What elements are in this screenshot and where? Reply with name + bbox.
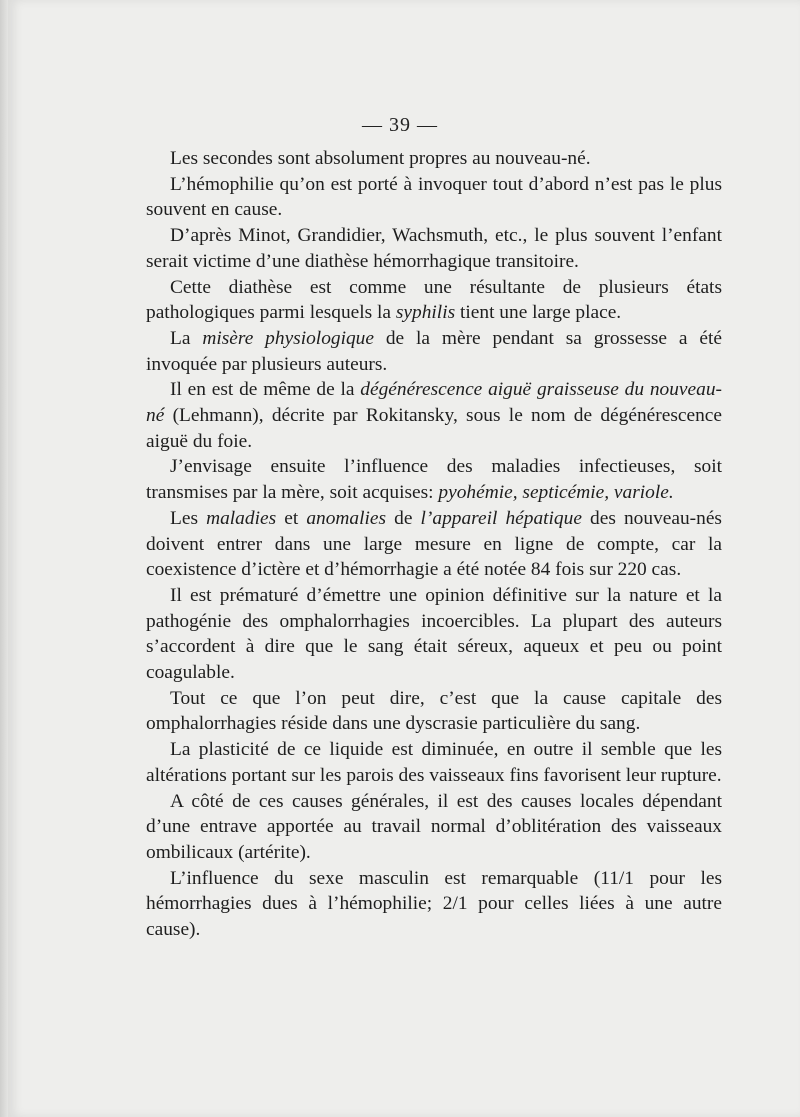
paragraph	[146, 789, 722, 866]
paragraph	[146, 223, 722, 274]
text-run: Les secondes sont absolument propres au nouveau-né.	[170, 148, 591, 169]
text-run: Tout ce que l’on peut dire, c’est que la cause capitale des omphalorrhagies réside dans une dyscrasie particulière du sang.	[146, 687, 722, 735]
paragraph	[146, 686, 722, 737]
text-run: Il en est de même de la	[170, 379, 361, 401]
text-run: de la mère pendant sa grossesse a été invoquée par plusieurs auteurs.	[146, 327, 722, 375]
italic-phrase: anomalies	[306, 507, 387, 529]
text-run: Cette diathèse est comme une résultante de plusieurs états pathologiques parmi lesquels la	[146, 276, 722, 324]
paragraph	[146, 275, 722, 326]
italic-phrase: syphilis	[395, 302, 456, 324]
text-run: L’influence du sexe masculin est remarquable (11/1 pour les hémorrhagies dues à l’hémophilie; 2/1 pour celles liées à une autre cause).	[146, 867, 722, 941]
paragraph	[146, 146, 722, 172]
text-run: de	[386, 507, 421, 529]
paragraph	[146, 326, 722, 377]
paragraph	[146, 377, 722, 454]
italic-phrase: misère physiologique	[202, 327, 374, 349]
page-number: — 39 —	[362, 114, 438, 136]
text-run: L’hémophilie qu’on est porté à invoquer tout d’abord n’est pas le plus souvent en cause.	[146, 173, 722, 221]
text-run: Il est prématuré d’émettre une opinion définitive sur la nature et la pathogénie des omphalorrhagies incoercibles. La plupart des auteurs s’accordent à dire que le sang était séreux, aqueux et peu ou point coagulable.	[146, 584, 722, 684]
paragraph	[146, 454, 722, 505]
text-run: Les	[170, 507, 207, 529]
paragraph	[146, 866, 722, 943]
paragraph	[146, 737, 722, 788]
text-run: A côté de ces causes générales, il est des causes locales dépendant d’une entrave apportée au travail normal d’oblitération des vaisseaux ombilicaux (artérite).	[146, 790, 722, 863]
italic-phrase: l’appareil hépatique	[420, 507, 582, 529]
text-run: D’après Minot, Grandidier, Wachsmuth, etc., le plus souvent l’enfant serait victime d’une diathèse hémorrhagique transitoire.	[146, 225, 722, 272]
text-run: La	[170, 327, 203, 349]
italic-phrase: dégénérescence aiguë graisseuse du nouveau-né	[146, 379, 722, 427]
paragraph	[146, 172, 722, 223]
paragraph	[146, 583, 722, 686]
text-run: La plasticité de ce liquide est diminuée, en outre il semble que les altérations portant sur les parois des vaisseaux fins favorisent leur rupture.	[146, 739, 722, 786]
italic-phrase: maladies	[206, 507, 277, 529]
paragraph	[146, 506, 722, 583]
italic-phrase: pyohémie, septicémie, variole.	[438, 482, 674, 504]
text-run: (Lehmann), décrite par Rokitansky, sous le nom de dégénérescence aiguë du foie.	[146, 405, 722, 452]
text-run: et	[276, 507, 307, 529]
page-gutter	[0, 0, 8, 1117]
text-run: des nouveau-nés doivent entrer dans une large mesure en ligne de compte, car la coexistence d’ictère et d’hémorrhagie a été notée 84 fois sur 220 cas.	[146, 507, 722, 581]
text-run: tient une large place.	[455, 302, 622, 324]
text-run: J’envisage ensuite l’influence des maladies infectieuses, soit transmises par la mère, soit acquises:	[146, 456, 722, 504]
body-text	[146, 146, 722, 943]
